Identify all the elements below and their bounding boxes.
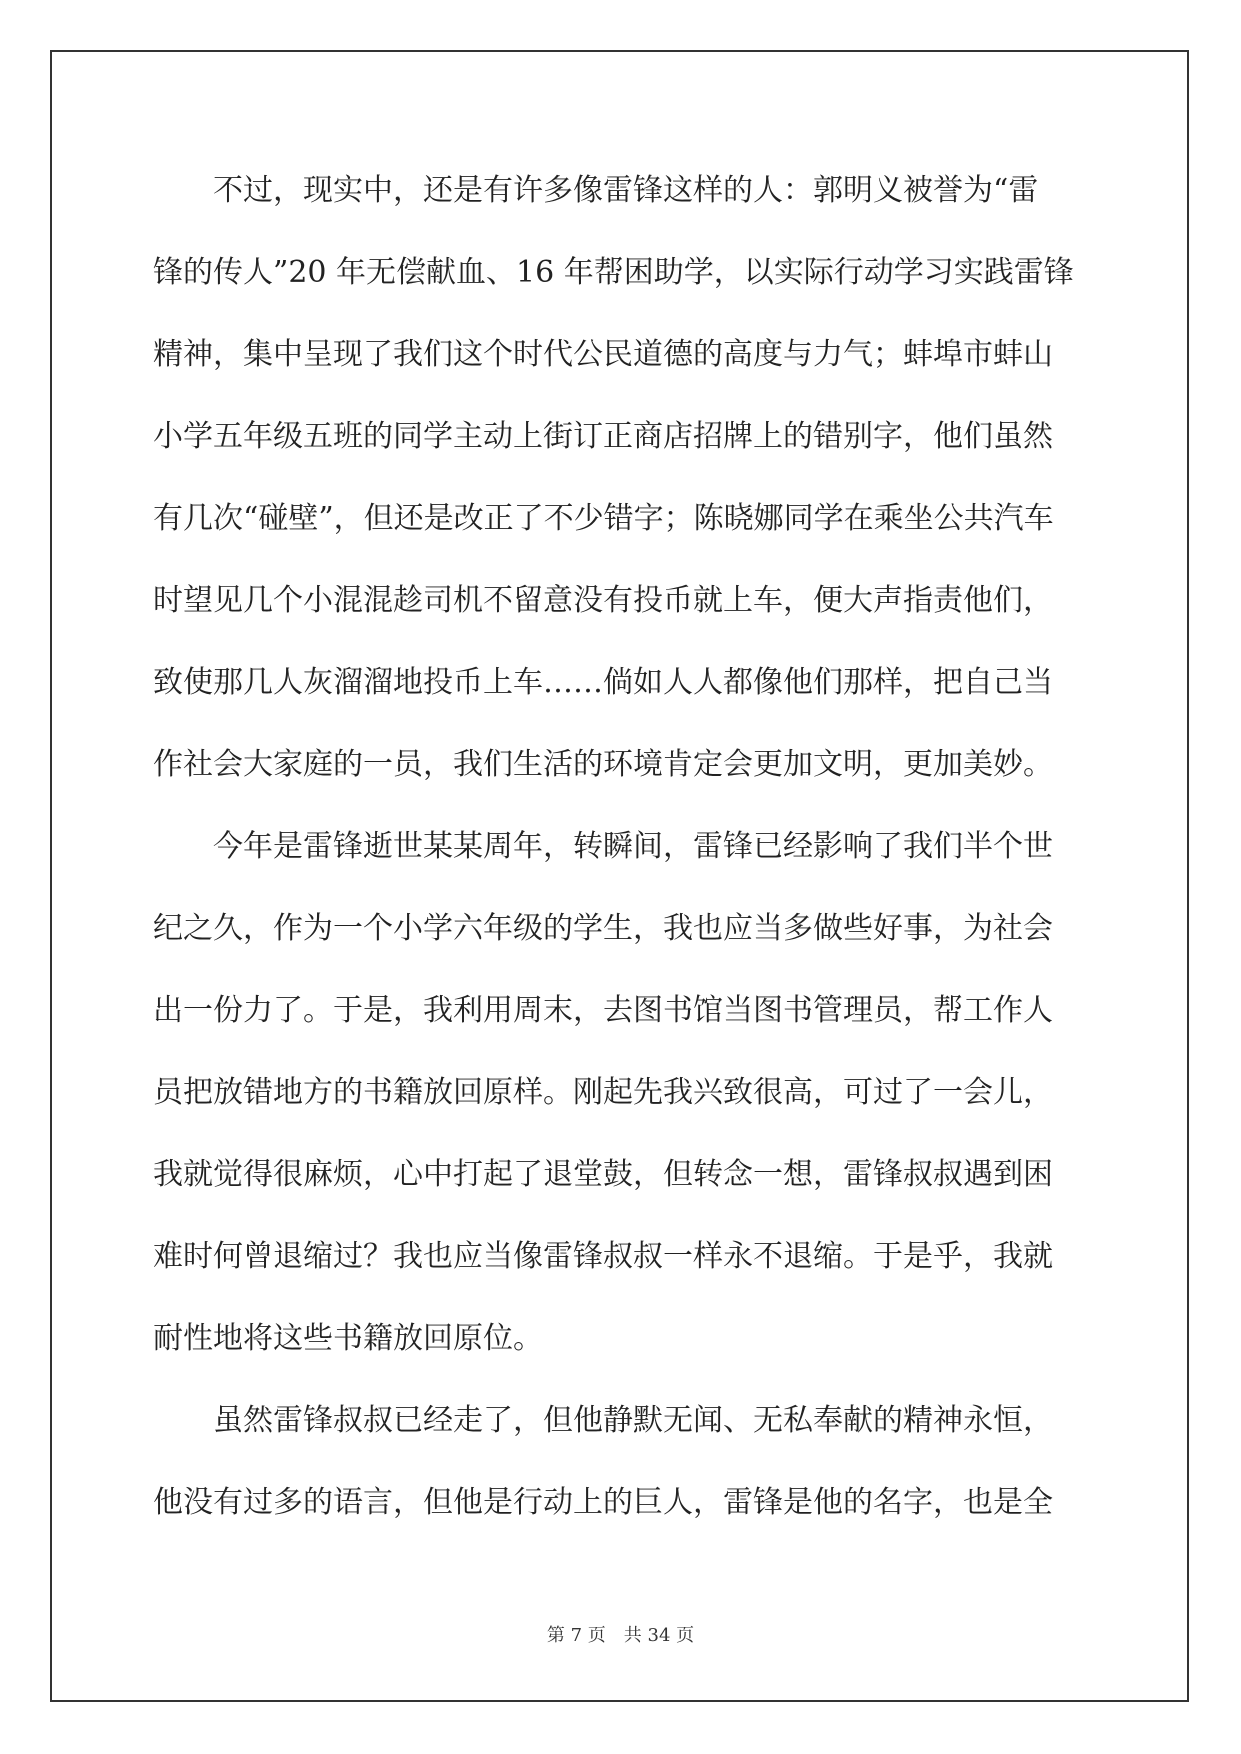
text-line: 小学五年级五班的同学主动上街订正商店招牌上的错别字，他们虽然 (153, 419, 1053, 454)
text-line: 他没有过多的语言，但他是行动上的巨人，雷锋是他的名字，也是全 (153, 1485, 1053, 1520)
text-line: 锋的传人”20 年无偿献血、16 年帮困助学，以实际行动学习实践雷锋 (153, 255, 1074, 290)
text-line: 员把放错地方的书籍放回原样。刚起先我兴致很高，可过了一会儿， (153, 1075, 1053, 1110)
text-line: 时望见几个小混混趁司机不留意没有投币就上车，便大声指责他们， (153, 583, 1053, 618)
text-line: 不过，现实中，还是有许多像雷锋这样的人：郭明义被誉为“雷 (153, 173, 1039, 208)
page-footer (0, 1624, 1241, 1648)
text-line: 我就觉得很麻烦，心中打起了退堂鼓，但转念一想，雷锋叔叔遇到困 (153, 1157, 1053, 1192)
text-line: 作社会大家庭的一员，我们生活的环境肯定会更加文明，更加美妙。 (153, 747, 1053, 782)
page-number: 第 7 页 共 34 页 (546, 1625, 695, 1646)
text-line: 今年是雷锋逝世某某周年，转瞬间，雷锋已经影响了我们半个世 (153, 829, 1053, 864)
text-line: 纪之久，作为一个小学六年级的学生，我也应当多做些好事，为社会 (153, 911, 1053, 946)
text-line: 出一份力了。于是，我利用周末，去图书馆当图书管理员，帮工作人 (153, 993, 1053, 1028)
text-line: 致使那几人灰溜溜地投币上车……倘如人人都像他们那样，把自己当 (153, 665, 1053, 700)
text-line: 精神，集中呈现了我们这个时代公民道德的高度与力气；蚌埠市蚌山 (153, 337, 1053, 372)
body-text (153, 150, 1088, 1544)
text-line: 有几次“碰壁”，但还是改正了不少错字；陈晓娜同学在乘坐公共汽车 (153, 501, 1054, 536)
text-line: 难时何曾退缩过？我也应当像雷锋叔叔一样永不退缩。于是乎，我就 (153, 1239, 1053, 1274)
text-line: 耐性地将这些书籍放回原位。 (153, 1321, 543, 1356)
text-line: 虽然雷锋叔叔已经走了，但他静默无闻、无私奉献的精神永恒， (153, 1403, 1053, 1438)
